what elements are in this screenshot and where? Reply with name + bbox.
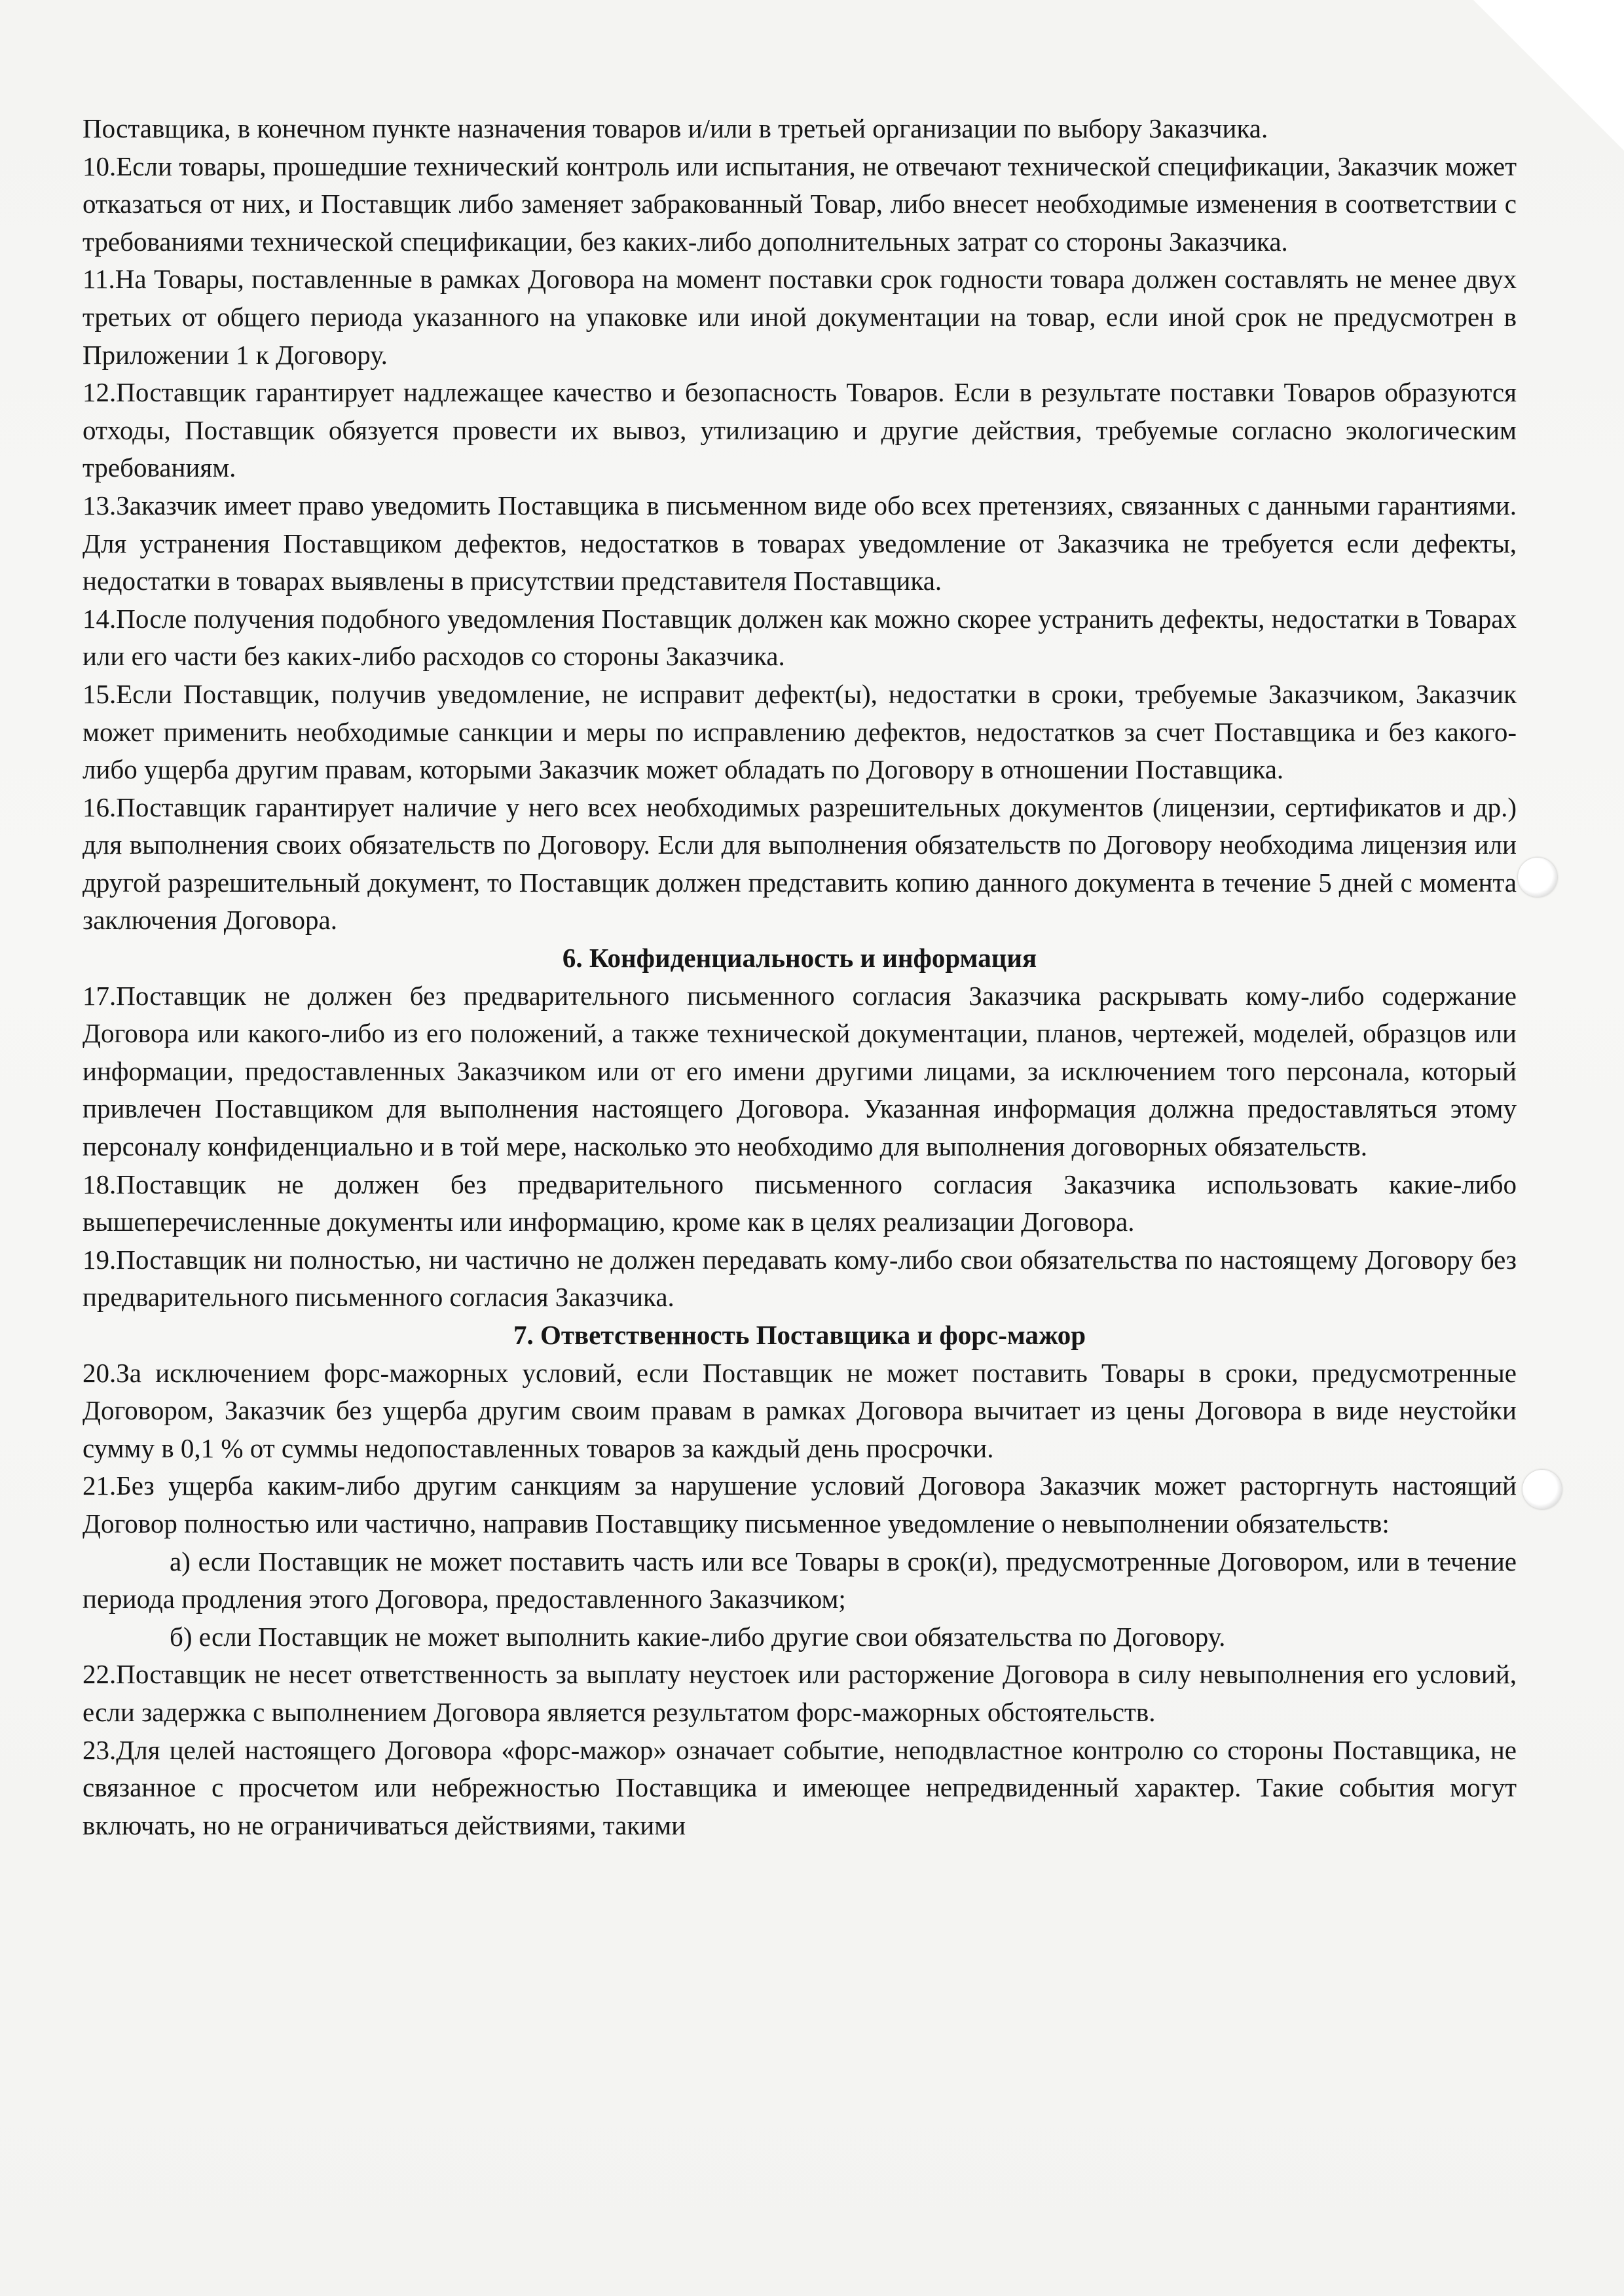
paragraph-18: 18.Поставщик не должен без предварительного письменного согласия Заказчика использовать какие-либо вышеперечисленные документы или информацию, кроме как в целях реализации Договора. xyxy=(83,1169,1517,1237)
punch-hole xyxy=(1518,858,1557,897)
paragraph-11: 11.На Товары, поставленные в рамках Договора на момент поставки срок годности товара должен составлять не менее двух третьих от общего периода указанного на упаковке или иной документации на товар, если иной срок не предусмотрен в Приложении 1 к Договору. xyxy=(83,264,1517,370)
paragraph-21-a: а) если Поставщик не может поставить часть или все Товары в срок(и), предусмотренные Договором, или в течение периода продления этого Договора, предоставленного Заказчиком; xyxy=(83,1546,1517,1614)
paragraph-21-b: б) если Поставщик не может выполнить какие-либо другие свои обязательства по Договору. xyxy=(170,1621,1226,1652)
paragraph-15: 15.Если Поставщик, получив уведомление, не исправит дефект(ы), недостатки в сроки, требуемые Заказчиком, Заказчик может применить необходимые санкции и меры по исправлению дефектов, недостатков за счет Поставщика и без какого-либо ущерба другим правам, которыми Заказчик может обладать по Договору в отношении Поставщика. xyxy=(83,678,1517,785)
document-body xyxy=(83,110,1517,1844)
paragraph-10: 10.Если товары, прошедшие технический контроль или испытания, не отвечают технической спецификации, Заказчик может отказаться от них, и Поставщик либо заменяет забракованный Товар, либо внесет необходимые изменения в соответствии с требованиями технической спецификации, без каких-либо дополнительных затрат со стороны Заказчика. xyxy=(83,151,1517,257)
paragraph-13: 13.Заказчик имеет право уведомить Поставщика в письменном виде обо всех претензиях, связанных с данными гарантиями. Для устранения Поставщиком дефектов, недостатков в товарах уведомление от Заказчика не требуется если дефекты, недостатки в товарах выявлены в присутствии представителя Поставщика. xyxy=(83,490,1517,596)
punch-hole xyxy=(1522,1470,1562,1509)
paragraph-16: 16.Поставщик гарантирует наличие у него всех необходимых разрешительных документов (лицензии, сертификатов и др.) для выполнения своих обязательств по Договору. Если для выполнения обязательств по Договору необходима лицензия или другой разрешительный документ, то Поставщик должен представить копию данного документа в течение 5 дней с момента заключения Договора. xyxy=(83,792,1517,936)
paragraph-21: 21.Без ущерба каким-либо другим санкциям за нарушение условий Договора Заказчик может расторгнуть настоящий Договор полностью или частично, направив Поставщику письменное уведомление о невыполнении обязательств: xyxy=(83,1470,1517,1539)
section-heading-6: 6. Конфиденциальность и информация xyxy=(562,943,1037,974)
paragraph-14: 14.После получения подобного уведомления Поставщик должен как можно скорее устранить дефекты, недостатки в Товарах или его части без каких-либо расходов со стороны Заказчика. xyxy=(83,603,1517,672)
paragraph-19: 19.Поставщик ни полностью, ни частично не должен передавать кому-либо свои обязательства по настоящему Договору без предварительного письменного согласия Заказчика. xyxy=(83,1244,1517,1313)
paragraph-22: 22.Поставщик не несет ответственность за выплату неустоек или расторжение Договора в силу невыполнения его условий, если задержка с выполнением Договора является результатом форс-мажорных обстоятельств. xyxy=(83,1659,1517,1727)
paragraph: Поставщика, в конечном пункте назначения товаров и/или в третьей организации по выбору Заказчика. xyxy=(83,113,1268,143)
paragraph-12: 12.Поставщик гарантирует надлежащее качество и безопасность Товаров. Если в результате поставки Товаров образуются отходы, Поставщик обязуется провести их вывоз, утилизацию и другие действия, требуемые согласно экологическим требованиям. xyxy=(83,377,1517,483)
paragraph-23: 23.Для целей настоящего Договора «форс-мажор» означает событие, неподвластное контролю со стороны Поставщика, не связанное с просчетом или небрежностью Поставщика и имеющее непредвиденный характер. Такие события могут включать, но не ограничиваться действиями, такими xyxy=(83,1734,1517,1840)
paragraph-17: 17.Поставщик не должен без предварительного письменного согласия Заказчика раскрывать кому-либо содержание Договора или какого-либо из его положений, а также технической документации, планов, чертежей, моделей, образцов или информации, предоставленных Заказчиком или от его имени другими лицами, за исключением того персонала, который привлечен Поставщиком для выполнения настоящего Договора. Указанная информация должна предоставляться этому персоналу конфиденциально и в той мере, насколько это необходимо для выполнения договорных обязательств. xyxy=(83,980,1517,1162)
paragraph-20: 20.За исключением форс-мажорных условий, если Поставщик не может поставить Товары в сроки, предусмотренные Договором, Заказчик без ущерба другим своим правам в рамках Договора вычитает из цены Договора в виде неустойки сумму в 0,1 % от суммы недопоставленных товаров за каждый день просрочки. xyxy=(83,1357,1517,1463)
section-heading-7: 7. Ответственность Поставщика и форс-мажор xyxy=(513,1320,1086,1350)
